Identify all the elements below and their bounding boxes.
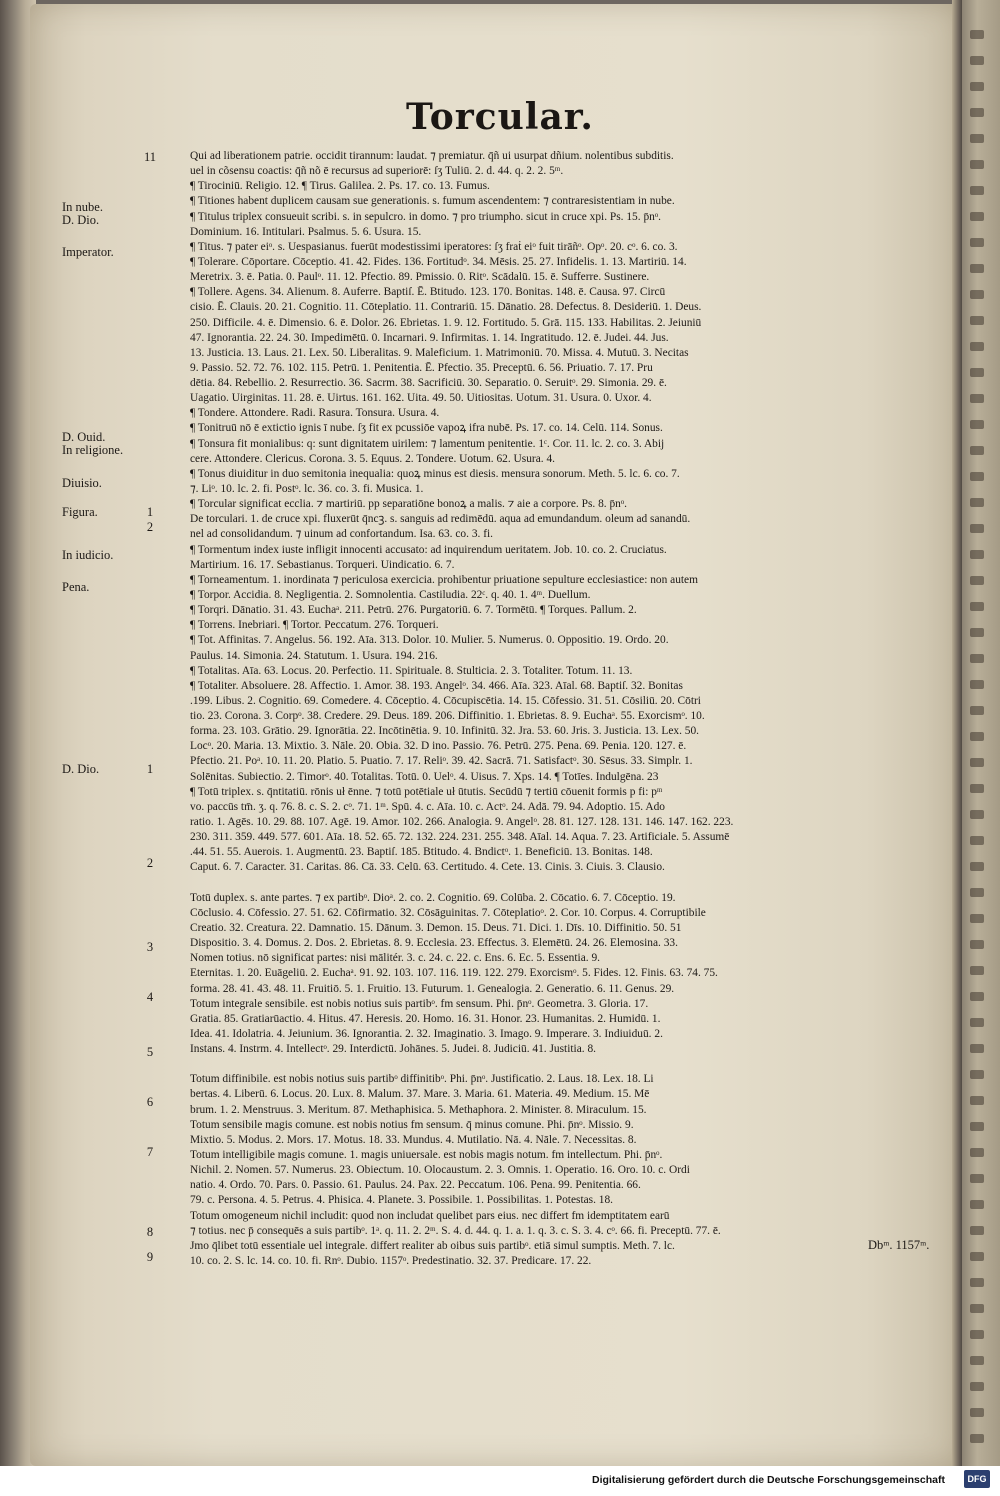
facing-page-text-fragment — [970, 368, 984, 377]
facing-page-text-fragment — [970, 810, 984, 819]
facing-page-text-fragment — [970, 1356, 984, 1365]
margin-note: D. Ouid. — [62, 430, 106, 444]
facing-page-text-fragment — [970, 550, 984, 559]
text-line: ¶ Tot. Affinitas. 7. Angelus. 56. 192. Aīa. 313. Dolor. 10. Mulier. 5. Numerus. 0. Oppositio. 19. Ordo. 20. — [190, 634, 669, 647]
text-line: ¶ Titiones habent duplicem causam sue generationis. s. fumum ascendentem: ⁊ contraresistentiam in nube. — [190, 195, 675, 208]
text-line: vo. paccūs tm̄. ʒ. q. 76. 8. c. S. 2. cᵒ. 71. 1ᵐ. Spū. 4. c. Aīa. 10. c. Actᵒ. 24. Adā. 79. 94. Adoptio. 15. Ado — [190, 800, 665, 813]
text-line: .44. 51. 55. Auerois. 1. Augmentū. 23. Baptiſ. 185. Btitudo. 4. Bndictᵒ. 1. Beneficiū. 13. Bonitas. 148. — [190, 846, 653, 859]
text-line: Totum diffinibile. est nobis notius suis partibᵒ diffinitibᵒ. Phi. p̄nᵒ. Justificatio. 2. Laus. 18. Lex. 18. Li — [190, 1073, 654, 1086]
text-line: Jmo q̄libet totū essentiale uel integrale. differt realiter ab oibus suis partibᵒ. etiā simul sumptis. Meth. 7. lc. — [190, 1239, 675, 1252]
text-line: 10. co. 2. S. lc. 14. co. 10. fi. Rnᵒ. Dubio. 1157ᵒ. Predestinatio. 32. 37. Predicare. 17. 22. — [190, 1255, 592, 1267]
text-line: Paulus. 14. Simonia. 24. Statutum. 1. Usura. 194. 216. — [190, 649, 438, 662]
text-line: nel ad consolidandum. ⁊ uinum ad confortandum. Isa. 63. co. 3. fi. — [190, 528, 494, 541]
text-line: Idea. 41. Idolatria. 4. Jeiunium. 36. Ignorantia. 2. 32. Imaginatio. 3. Imago. 9. Imperare. 3. Indiuiduū. 2. — [190, 1027, 663, 1040]
text-line: Uagatio. Uirginitas. 11. 28. ē. Uirtus. 161. 162. Uita. 49. 50. Uitiositas. Uotum. 31. Usura. 0. Uxor. 4. — [190, 392, 652, 405]
facing-page-text-fragment — [970, 1070, 984, 1079]
text-line: ¶ Tormentum index iuste infligit innocenti accusato: ad inquirendum ueritatem. Job. 10. co. 2. Cruciatus. — [190, 543, 667, 556]
text-line: ¶ Tonus diuiditur in duo semitonia inequalia: quoꝝ minus est diesis. mensura sonorum. Meth. 5. lc. 6. co. 7. — [190, 467, 680, 480]
text-line: ¶ Tonitruū nō ē extictio ignis ī nube. ſʒ fit ex pcussiōe vapoꝝ ifra nubē. Ps. 17. co. 14. Celū. 114. Sonus. — [190, 422, 663, 435]
margin-note: Pena. — [62, 580, 90, 594]
facing-page-text-fragment — [970, 680, 984, 689]
text-line: ¶ Torpor. Accidia. 8. Negligentia. 2. Somnolentia. Castiludia. 22ᶜ. q. 40. 1. 4ᵐ. Duellum. — [190, 588, 591, 601]
facing-page-text-fragment — [970, 82, 984, 91]
text-line: ¶ Tirociniū. Religio. 12. ¶ Tirus. Galilea. 2. Ps. 17. co. 13. Fumus. — [190, 180, 490, 193]
text-line: ¶ Totaliter. Absoluere. 28. Affectio. 1. Amor. 38. 193. Angelᵒ. 34. 466. Aīa. 323. Aīal. 68. Baptiſ. 32. Bonitas — [190, 679, 683, 692]
margin-note: In iudicio. — [62, 548, 114, 562]
text-line: Nichil. 2. Nomen. 57. Numerus. 23. Obiectum. 10. Olocaustum. 2. 3. Omnis. 1. Operatio. 16. Oro. 10. c. Ordi — [190, 1164, 690, 1177]
facing-page-text-fragment — [970, 576, 984, 585]
text-line: cere. Attondere. Clericus. Corona. 3. 5. Equus. 2. Tondere. Uotum. 62. Usura. 4. — [190, 452, 555, 465]
text-line: Creatio. 32. Creatura. 22. Damnatio. 15. Dānum. 3. Demon. 15. Deus. 71. Dici. 1. Dīs. 10. Diffinitio. 50. 51 — [190, 921, 682, 934]
facing-page-text-fragment — [970, 212, 984, 221]
margin-number: 8 — [146, 1225, 154, 1239]
facing-page-text-fragment — [970, 316, 984, 325]
text-line: Totū duplex. s. ante partes. ⁊ ex partibᵒ. Dioᵃ. 2. co. 2. Cognitio. 69. Colūba. 2. Cōcatio. 6. 7. Cōceptio. 19. — [190, 891, 676, 904]
facing-page-text-fragment — [970, 238, 984, 247]
text-line: cisio. Ē. Clauis. 20. 21. Cognitio. 11. Cōteplatio. 11. Contrariū. 15. Dānatio. 28. Defectus. 8. Desideriū. 1. Deus. — [190, 301, 702, 314]
margin-note: 11 — [143, 150, 157, 164]
facing-page-text-fragment — [970, 342, 984, 351]
facing-page-text-fragment — [970, 446, 984, 455]
facing-page-text-fragment — [970, 1018, 984, 1027]
text-line: Meretrix. 3. ē. Patia. 0. Paulᵒ. 11. 12. Pfectio. 89. Pmissio. 0. Ritᵒ. Scādalū. 15. ē. Sufferre. Sustinere. — [190, 271, 650, 284]
text-line: ¶ Torcular significat ecclia. ⁊ martiriū. pp separatiōne bonoꝝ a malis. ⁊ aie a corpore. Ps. 8. p̄nᵒ. — [190, 498, 627, 511]
facing-page-text-fragment — [970, 1304, 984, 1313]
facing-page-text-fragment — [970, 1200, 984, 1209]
margin-note: In religione. — [62, 443, 124, 457]
text-line: Locᵒ. 20. Maria. 13. Mixtio. 3. Nāle. 20. Obia. 32. D ino. Passio. 76. Petrū. 275. Pena. 69. Penia. 120. 127. ē. — [190, 740, 687, 753]
text-line: ¶ Torneamentum. 1. inordinata ⁊ periculosa exercicia. prohibentur priuatione sepulture ecclesiastice: non autem — [190, 573, 698, 586]
margin-number: 4 — [146, 990, 154, 1004]
text-line: ⁊. Liᵒ. 10. lc. 2. fi. Postᵒ. lc. 36. co. 3. fi. Musica. 1. — [190, 483, 424, 495]
facing-page-text-fragment — [970, 914, 984, 923]
margin-note: In nube. — [62, 200, 103, 214]
margin-note: Figura. — [62, 505, 98, 519]
text-line: Nomen totius. nō significat partes: nisi mālitér. 3. c. 24. c. 22. c. Ens. 6. Ec. 5. Essentia. 9. — [190, 952, 600, 965]
text-line: 9. Passio. 52. 72. 76. 102. 115. Petrū. 1. Penitentia. Ē. Pfectio. 35. Preceptū. 6. 56. Priuatio. 7. 17. Pru — [190, 361, 653, 374]
facing-page-text-fragment — [970, 56, 984, 65]
text-line: Totum sensibile magis comune. est nobis notius fm sensum. q̄ minus comune. Phi. p̄nᵒ. Missio. 9. — [190, 1118, 634, 1131]
facing-page-text-fragment — [970, 758, 984, 767]
facing-page-text-fragment — [970, 862, 984, 871]
facing-page-text-fragment — [970, 1122, 984, 1131]
facing-page-text-fragment — [970, 1096, 984, 1105]
footer-credit: Digitalisierung gefördert durch die Deutsche Forschungsgemeinschaft — [592, 1474, 945, 1486]
facing-page-text-fragment — [970, 784, 984, 793]
facing-page-text-fragment — [970, 186, 984, 195]
margin-number: 3 — [146, 940, 154, 954]
facing-page-text-fragment — [970, 1278, 984, 1287]
text-line: tio. 23. Corona. 3. Corpᵒ. 38. Credere. 29. Deus. 189. 206. Diffinitio. 1. Ebrietas. 8. 9. Euchaᵃ. 55. Exorcismᵒ. 10. — [190, 710, 705, 723]
facing-page-text-fragment — [970, 706, 984, 715]
facing-page-text-fragment — [970, 732, 984, 741]
text-line: bertas. 4. Liberū. 6. Locus. 20. Lux. 8. Malum. 37. Mare. 3. Maria. 61. Materia. 49. Medium. 15. Mē — [190, 1088, 650, 1101]
facing-page-text-fragment — [970, 420, 984, 429]
text-line: Totum omogeneum nichil includit: quod non includat quelibet pars eius. nec differt fm idemptitatem earū — [190, 1209, 670, 1222]
text-line: 13. Justicia. 13. Laus. 21. Lex. 50. Liberalitas. 9. Maleficium. 1. Matrimoniū. 70. Missa. 4. Mutuū. 3. Necitas — [190, 346, 689, 359]
page-title: Torcular. — [406, 96, 594, 138]
text-line: ¶ Tondere. Attondere. Radi. Rasura. Tonsura. Usura. 4. — [190, 407, 440, 420]
margin-note: D. Dio. — [62, 213, 100, 227]
facing-page-text-fragment — [970, 1408, 984, 1417]
facing-page-text-fragment — [970, 940, 984, 949]
text-line: Gratia. 85. Gratiarūactio. 4. Hitus. 47. Heresis. 20. Homo. 16. 31. Honor. 23. Humanitas. 2. Humidū. 1. — [190, 1012, 661, 1025]
facing-page-text-fragment — [970, 394, 984, 403]
text-line: ¶ Torrens. Inebriari. ¶ Tortor. Peccatum. 276. Torqueri. — [190, 619, 439, 632]
margin-number: 5 — [146, 1045, 154, 1059]
facing-page-text-fragment — [970, 264, 984, 273]
text-line: forma. 23. 103. Grātio. 29. Ignorātia. 22. Incōtinētia. 9. 10. Infinitū. 32. Jra. 53. 60. Jris. 3. Justicia. 13. Lex. 50. — [190, 725, 700, 738]
facing-page-text-fragment — [970, 992, 984, 1001]
right-margin-note: Dbᵐ. 1157ᵐ. — [868, 1238, 930, 1252]
text-line: Qui ad liberationem patrie. occidit tirannum: laudat. ⁊ premiatur. q̄ñ ui usurpat dñium. nolentibus subditis. — [190, 150, 674, 162]
facing-page-text-fragment — [970, 472, 984, 481]
text-line: 47. Ignorantia. 22. 24. 30. Impedimētū. 0. Incarnari. 9. Infirmitas. 1. 14. Ingratitudo. 12. ē. Judei. 44. Jus. — [190, 331, 669, 344]
text-line: Dispositio. 3. 4. Domus. 2. Dos. 2. Ebrietas. 8. 9. Ecclesia. 23. Effectus. 3. Elemētū. 24. 26. Elemosina. 33. — [190, 937, 678, 950]
facing-page-text-fragment — [970, 888, 984, 897]
text-line: De torculari. 1. de cruce xpi. fluxerūt q̄ncꝫ. s. sanguis ad redimēdū. aqua ad emundandum. oleum ad sanandū. — [190, 513, 691, 526]
margin-number: 1 — [146, 505, 154, 519]
text-line: brum. 1. 2. Menstruus. 3. Meritum. 87. Methaphisica. 5. Methaphora. 2. Minister. 8. Miraculum. 15. — [190, 1103, 647, 1116]
margin-note: Imperator. — [62, 245, 114, 259]
text-line: Martirium. 16. 17. Sebastianus. Torqueri. Uindicatio. 6. 7. — [190, 558, 455, 571]
facing-page-text-fragment — [970, 290, 984, 299]
text-line: 250. Difficile. 4. ē. Dimensio. 6. ē. Dolor. 26. Ebrietas. 1. 9. 12. Fortitudo. 5. Grā. 115. 133. Habilitas. 2. Jeiuniū — [190, 316, 702, 329]
margin-number: 7 — [146, 1145, 154, 1159]
text-line: Eternitas. 1. 20. Euāgeliū. 2. Euchaᵃ. 91. 92. 103. 107. 116. 119. 122. 279. Exorcismᵒ. 5. Fides. 12. Finis. 63. 74. 75. — [190, 967, 718, 980]
margin-note: Diuisio. — [62, 476, 102, 490]
text-line: ¶ Totū triplex. s. q̄ntitatiū. rōnis uł ēnne. ⁊ totū potētiale uł ūtutis. Secūdū ⁊ tertiū cōuenit formis p fi: pᵐ — [190, 785, 663, 798]
text-line: ¶ Totalitas. Aīa. 63. Locus. 20. Perfectio. 11. Spirituale. 8. Stulticia. 2. 3. Totaliter. Totum. 11. 13. — [190, 664, 633, 677]
text-line: Solēnitas. Subiectio. 2. Timorᵒ. 40. Totalitas. Totū. 0. Uelᵒ. 4. Uisus. 7. Xps. 14. ¶ Totīes. Indulgēna. 23 — [190, 770, 659, 783]
text-line: ¶ Tollere. Agens. 34. Alienum. 8. Auferre. Baptiſ. Ē. Btitudo. 123. 170. Bonitas. 148. ē. Causa. 97. Circū — [190, 286, 666, 299]
margin-number: 2 — [146, 856, 154, 870]
text-line: ¶ Titus. ⁊ pater eiᵒ. s. Uespasianus. fuerūt modestissimi iperatores: ſʒ fraṫ eiᵒ fuit tirāñᵒ. Opᵒ. 20. cᵒ. 6. co. 3. — [190, 240, 678, 253]
margin-number: 6 — [146, 1095, 154, 1109]
text-line: ¶ Tonsura fit monialibus: q: sunt dignitatem uirilem: ⁊ lamentum penitentie. 1ᶜ. Cor. 11. lc. 2. co. 3. Abij — [190, 437, 665, 450]
text-line: Dominium. 16. Intitulari. Psalmus. 5. 6. Usura. 15. — [190, 225, 422, 238]
facing-page-text-fragment — [970, 602, 984, 611]
text-line: dētia. 84. Rebellio. 2. Resurrectio. 36. Sacrm. 38. Sacrificiū. 30. Separatio. 0. Seruitᵒ. 29. Simonia. 29. ē. — [190, 377, 667, 390]
text-line: ratio. 1. Agēs. 10. 29. 88. 107. Agē. 19. Amor. 102. 266. Analogia. 9. Angelᵒ. 28. 81. 127. 128. 131. 146. 147. 162. 223. — [190, 816, 734, 829]
facing-page-text-fragment — [970, 1174, 984, 1183]
facing-page-text-fragment — [970, 1382, 984, 1391]
facing-page-text-fragment — [970, 1044, 984, 1053]
text-line: .199. Libus. 2. Cognitio. 69. Comedere. 4. Cōceptio. 4. Cōcupiscētia. 14. 15. Cōfessio. 31. 51. Cōsiliū. 20. Cōtri — [190, 694, 701, 707]
facing-page-edge — [962, 0, 1000, 1470]
text-line: Mixtio. 5. Modus. 2. Mors. 17. Motus. 18. 33. Mundus. 4. Mutilatio. Nā. 4. Nāle. 7. Necessitas. 8. — [190, 1133, 637, 1146]
facing-page-text-fragment — [970, 1330, 984, 1339]
facing-page-text-fragment — [970, 1226, 984, 1235]
margin-number: 2 — [146, 520, 154, 534]
facing-page-text-fragment — [970, 30, 984, 39]
margin-note: D. Dio. — [62, 762, 100, 776]
text-line: ⁊ totius. nec p̄ consequēs a suis partibᵒ. 1ᵃ. q. 11. 2. 2ᵐ. S. 4. d. 44. q. 1. a. 1. q. 3. c. S. 3. 4. cᵒ. 66. fi. Preceptū. 77. ē. — [190, 1224, 721, 1237]
margin-number: 9 — [146, 1250, 154, 1264]
text-line: uel in cõsensu coactis: q̄ñ nõ ē recursus ad superiorē: ſʒ Tuliū. 2. d. 44. q. 2. 2. 5ᵐ. — [190, 165, 564, 178]
text-line: ¶ Tolerare. Cōportare. Cōceptio. 41. 42. Fides. 136. Fortitudᵒ. 34. Mēsis. 25. 27. Infidelis. 1. 13. Martiriū. 14. — [190, 255, 687, 268]
facing-page-text-fragment — [970, 654, 984, 663]
text-line: Cōclusio. 4. Cōfessio. 27. 51. 62. Cōfirmatio. 32. Cōsāguinitas. 7. Cōteplatioᵒ. 2. Cor. 10. Corpus. 4. Corruptibile — [190, 906, 706, 919]
text-line: 230. 311. 359. 449. 577. 601. Aīa. 18. 52. 65. 72. 132. 224. 231. 255. 348. Aīal. 14. Aqua. 7. 23. Artificiale. 5. Assumē — [190, 831, 730, 844]
text-line: ¶ Titulus triplex consueuit scribi. s. in sepulcro. in domo. ⁊ pro triumpho. sicut in cruce xpi. Ps. 15. p̄nᵒ. — [190, 210, 661, 223]
facing-page-text-fragment — [970, 628, 984, 637]
margin-number: 1 — [146, 762, 154, 776]
facing-page-text-fragment — [970, 1434, 984, 1443]
dfg-logo-icon: DFG — [964, 1470, 990, 1488]
text-line: Instans. 4. Instrm. 4. Intellectᵒ. 29. Interdictū. Johānes. 5. Judei. 8. Judiciū. 41. Justitia. 8. — [190, 1043, 597, 1056]
facing-page-text-fragment — [970, 836, 984, 845]
text-line: 79. c. Persona. 4. 5. Petrus. 4. Phisica. 4. Planete. 3. Possibile. 1. Possibilitas. 1. Potestas. 18. — [190, 1194, 614, 1207]
facing-page-text-fragment — [970, 160, 984, 169]
text-line: forma. 28. 41. 43. 48. 11. Fruitiō. 5. 1. Fruitio. 13. Futurum. 1. Genealogia. 2. Generatio. 6. 11. Genus. 29. — [190, 982, 675, 995]
text-line: Caput. 6. 7. Caracter. 31. Caritas. 86. Cā. 33. Celū. 63. Certitudo. 4. Cete. 13. Cinis. 3. Ciuis. 3. Clausio. — [190, 861, 665, 874]
text-line: ¶ Torqri. Dānatio. 31. 43. Euchaᵃ. 211. Petrū. 276. Purgatoriū. 6. 7. Tormētū. ¶ Torques. Pallum. 2. — [190, 604, 637, 617]
facing-page-text-fragment — [970, 498, 984, 507]
text-line: Totum intelligibile magis comune. 1. magis uniuersale. est nobis magis notum. fm intellectum. Phi. p̄nᵒ. — [190, 1149, 663, 1162]
text-line: Pfectio. 21. Poᵃ. 10. 11. 20. Platio. 5. Puatio. 7. 17. Reliᵒ. 39. 42. Sacrā. 71. Satisfactᵒ. 30. Sēsus. 33. Simplr. 1. — [190, 755, 693, 768]
facing-page-text-fragment — [970, 1148, 984, 1157]
text-line: Totum integrale sensibile. est nobis notius suis partibᵒ. fm sensum. Phi. p̄nᵒ. Geometra. 3. Gloria. 17. — [190, 997, 649, 1010]
text-line: natio. 4. Ordo. 70. Pars. 0. Passio. 61. Paulus. 24. Pax. 22. Peccatum. 106. Pena. 99. Penitentia. 66. — [190, 1179, 641, 1192]
facing-page-text-fragment — [970, 1252, 984, 1261]
facing-page-text-fragment — [970, 966, 984, 975]
facing-page-text-fragment — [970, 524, 984, 533]
